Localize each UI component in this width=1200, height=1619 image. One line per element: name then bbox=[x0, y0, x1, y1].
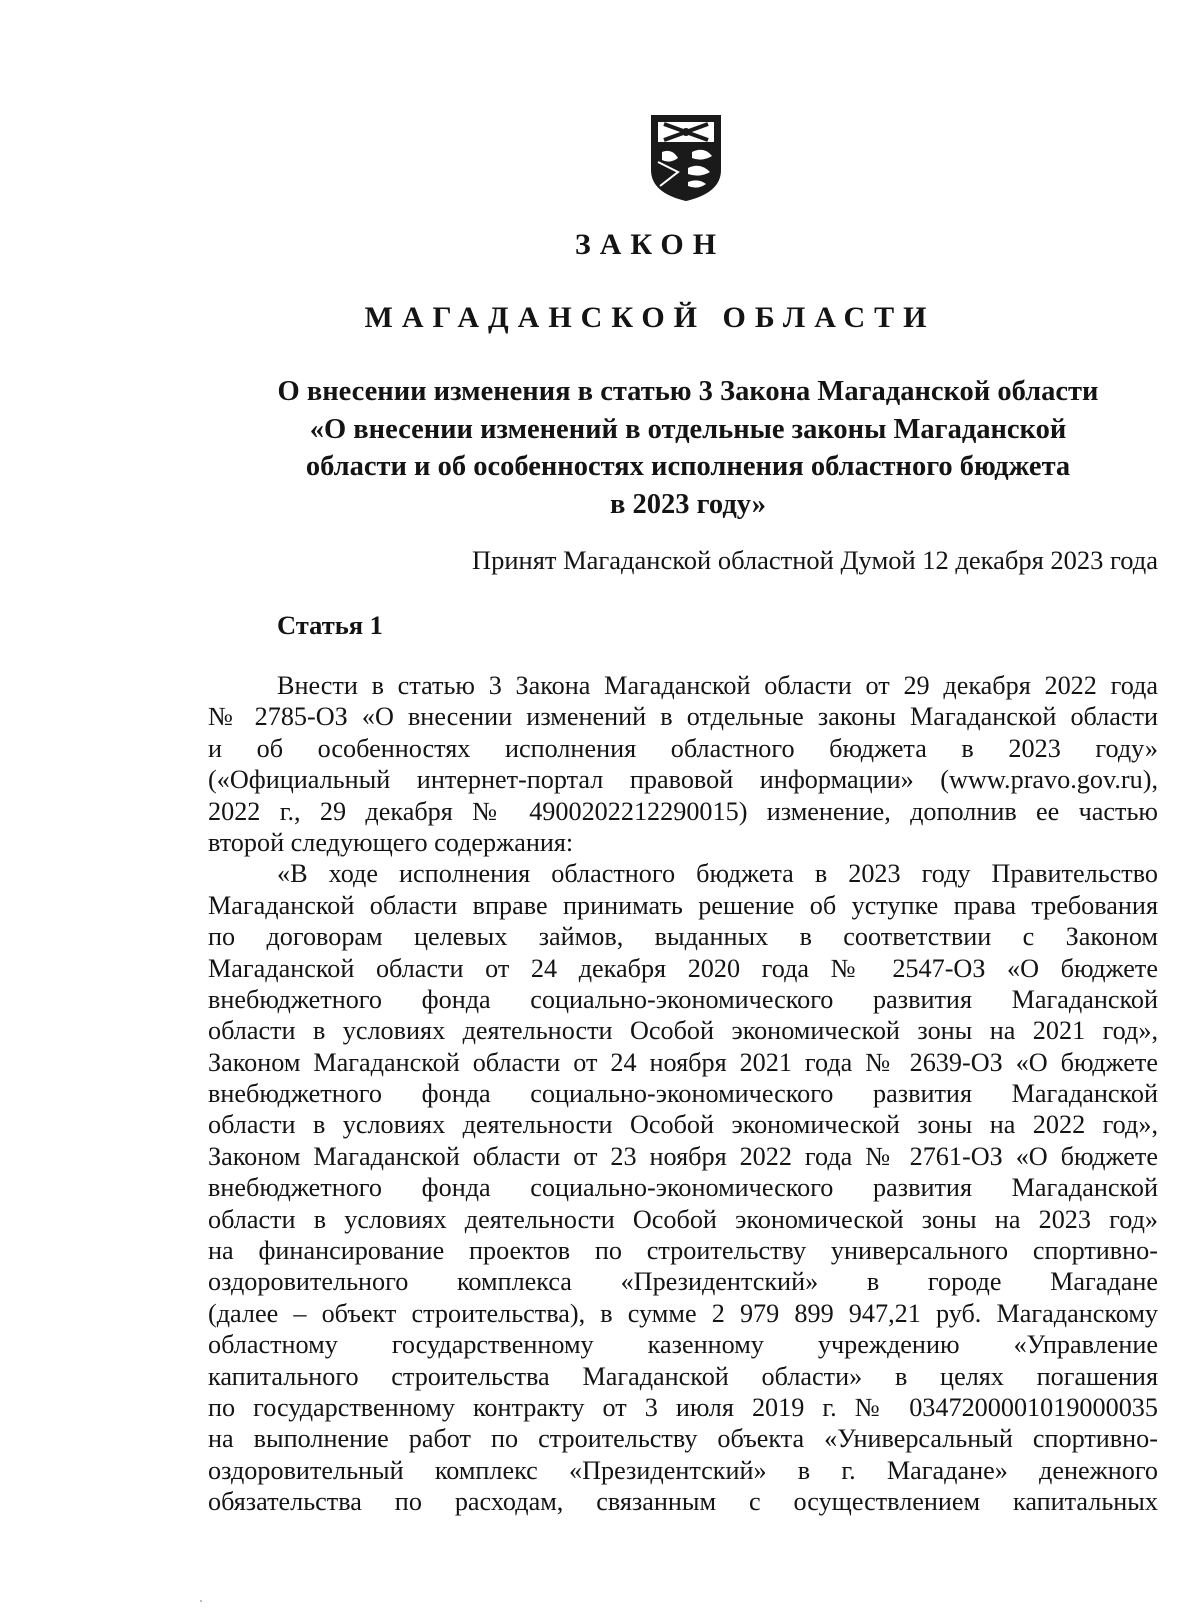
document-region-heading: МАГАДАНСКОЙ ОБЛАСТИ bbox=[364, 301, 936, 334]
title-line: О внесении изменения в статью 3 Закона Магаданской области bbox=[277, 376, 1099, 407]
body-line: по государственному контракту от 3 июля 2019 г. № 0347200001019000035 bbox=[208, 1392, 1158, 1422]
body-line: капитального строительства Магаданской области» в целях погашения bbox=[208, 1361, 1158, 1391]
scan-speck bbox=[200, 1600, 202, 1602]
adoption-statement: Принят Магаданской областной Думой 12 декабря 2023 года bbox=[471, 545, 1158, 575]
body-line: Внести в статью 3 Закона Магаданской области от 29 декабря 2022 года bbox=[277, 671, 1158, 700]
title-line: в 2023 году» bbox=[610, 488, 766, 520]
body-line: (далее – объект строительства), в сумме 2 979 899 947,21 руб. Магаданскому bbox=[208, 1298, 1158, 1328]
body-line: второй следующего содержания: bbox=[208, 827, 574, 857]
body-line: «В ходе исполнения областного бюджета в 2023 году Правительство bbox=[277, 859, 1158, 889]
body-line: внебюджетного фонда социально-экономического развития Магаданской bbox=[208, 1079, 1158, 1109]
body-line: областному государственному казенному учреждению «Управление bbox=[208, 1330, 1158, 1360]
body-line: на финансирование проектов по строительству универсального спортивно- bbox=[208, 1236, 1158, 1266]
body-line: области в условиях деятельности Особой экономической зоны на 2022 год», bbox=[208, 1110, 1158, 1140]
body-line: области в условиях деятельности Особой экономической зоны на 2021 год», bbox=[208, 1016, 1158, 1046]
body-line: оздоровительного комплекса «Президентский» в городе Магадане bbox=[208, 1267, 1158, 1297]
body-line: («Официальный интернет-портал правовой информации» (www.pravo.gov.ru), bbox=[208, 765, 1158, 795]
body-line: внебюджетного фонда социально-экономического развития Магаданской bbox=[208, 984, 1158, 1014]
body-line: внебюджетного фонда социально-экономического развития Магаданской bbox=[208, 1173, 1158, 1203]
document-type-heading: ЗАКОН bbox=[574, 228, 726, 261]
body-line: Законом Магаданской области от 24 ноября 2021 года № 2639-ОЗ «О бюджете bbox=[208, 1047, 1158, 1077]
title-line: области и об особенностях исполнения областного бюджета bbox=[305, 451, 1071, 482]
article-heading: Статья 1 bbox=[277, 610, 383, 640]
body-line: на выполнение работ по строительству объекта «Универсальный спортивно- bbox=[208, 1424, 1158, 1454]
title-line: «О внесении изменений в отдельные законы Магаданской bbox=[309, 413, 1067, 445]
body-line: области в условиях деятельности Особой экономической зоны на 2023 год» bbox=[208, 1204, 1158, 1234]
body-line: и об особенностях исполнения областного бюджета в 2023 году» bbox=[208, 733, 1158, 763]
body-line: № 2785-ОЗ «О внесении изменений в отдельные законы Магаданской области bbox=[208, 702, 1158, 732]
body-line: 2022 г., 29 декабря № 4900202212290015) изменение, дополнив ее частью bbox=[208, 796, 1158, 826]
body-line: оздоровительный комплекс «Президентский» в г. Магадане» денежного bbox=[208, 1455, 1158, 1485]
document-title bbox=[208, 373, 1168, 523]
body-line: Магаданской области от 24 декабря 2020 года № 2547-ОЗ «О бюджете bbox=[208, 953, 1158, 983]
body-line: Магаданской области вправе принимать решение об уступке права требования bbox=[208, 890, 1158, 920]
body-line: обязательства по расходам, связанным с осуществлением капитальных bbox=[208, 1487, 1158, 1517]
body-line: по договорам целевых займов, выданных в соответствии с Законом bbox=[208, 922, 1158, 952]
article-body bbox=[208, 670, 1158, 1518]
coat-of-arms-icon bbox=[648, 112, 724, 202]
body-line: Законом Магаданской области от 23 ноября 2022 года № 2761-ОЗ «О бюджете bbox=[208, 1141, 1158, 1171]
